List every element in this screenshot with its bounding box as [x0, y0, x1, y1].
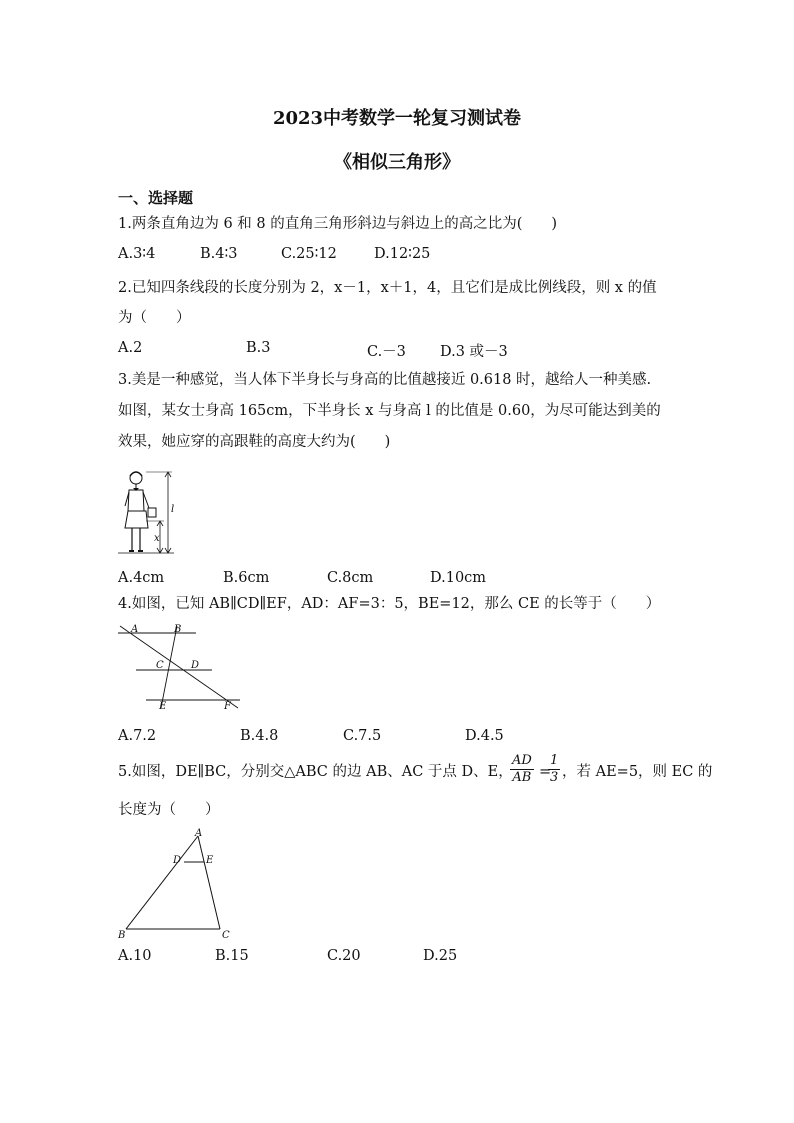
label-f: F [224, 701, 231, 712]
label-c: C [222, 930, 230, 941]
label-c: C [156, 660, 164, 671]
question-1-option-a: A.3∶4 [118, 246, 156, 262]
question-5-text-after: ，若 AE=5，则 EC 的 [562, 764, 713, 780]
question-4-option-d: D.4.5 [465, 728, 504, 744]
label-d: D [191, 660, 200, 671]
label-a: A [131, 624, 139, 635]
question-3-option-b: B.6cm [223, 570, 270, 586]
question-2-option-d: D.3 或－3 [440, 344, 508, 360]
label-l: l [171, 504, 175, 515]
question-4-text: 4.如图，已知 AB∥CD∥EF，AD：AF=3：5，BE=12，那么 CE 的长等于（ ） [118, 596, 661, 612]
question-4-option-b: B.4.8 [240, 728, 279, 744]
question-2-text-line2: 为（ ） [118, 310, 191, 326]
question-1-text: 1.两条直角边为 6 和 8 的直角三角形斜边与斜边上的高之比为( ) [118, 216, 558, 232]
question-1-option-c: C.25∶12 [281, 246, 337, 262]
question-3-option-c: C.8cm [327, 570, 374, 586]
question-2-text-line1: 2.已知四条线段的长度分别为 2，x－1，x＋1，4，且它们是成比例线段，则 x 的值 [118, 280, 657, 296]
question-5-option-a: A.10 [118, 948, 152, 964]
label-b: B [174, 624, 182, 635]
question-4-option-a: A.7.2 [118, 728, 157, 744]
fraction-ad-ab [510, 753, 534, 786]
question-1-option-d: D.12∶25 [374, 246, 431, 262]
question-1-option-b: B.4∶3 [200, 246, 238, 262]
fraction-ad: AD [512, 753, 532, 768]
section-heading: 一、选择题 [118, 189, 194, 207]
question-5-option-c: C.20 [327, 948, 361, 964]
label-a: A [195, 828, 203, 839]
triangle-figure [114, 826, 238, 942]
question-3-text-line2: 如图，某女士身高 165cm，下半身长 x 与身高 l 的比值是 0.60，为尽可能达到美的 [118, 403, 661, 419]
label-e: E [206, 855, 214, 866]
question-4-option-c: C.7.5 [343, 728, 382, 744]
fraction-three: 3 [550, 770, 559, 785]
question-5-option-d: D.25 [423, 948, 458, 964]
fraction-ab: AB [512, 770, 532, 785]
question-3-text-line3: 效果，她应穿的高跟鞋的高度大约为( ) [118, 434, 391, 450]
question-3-text-line1: 3.美是一种感觉，当人体下半身长与身高的比值越接近 0.618 时，越给人一种美感. [118, 372, 652, 388]
parallel-lines-figure [116, 620, 246, 712]
equals-sign: = [539, 764, 552, 780]
label-d: D [173, 855, 182, 866]
question-2-option-b: B.3 [246, 340, 271, 356]
label-e: E [159, 701, 167, 712]
question-2-option-c: C.－3 [367, 344, 406, 360]
question-3-option-d: D.10cm [430, 570, 487, 586]
label-b: B [118, 930, 126, 941]
fraction-one: 1 [550, 753, 559, 768]
exam-subtitle: 《相似三角形》 [334, 152, 460, 173]
question-5-text-line2: 长度为（ ） [118, 802, 220, 818]
question-5-text-before: 5.如图，DE∥BC，分别交△ABC 的边 AB、AC 于点 D、E， [118, 764, 513, 780]
question-3-option-a: A.4cm [118, 570, 165, 586]
fraction-one-third [548, 753, 560, 786]
question-5-option-b: B.15 [215, 948, 249, 964]
label-x: x [154, 533, 160, 544]
woman-figure [116, 466, 180, 556]
question-2-option-a: A.2 [118, 340, 143, 356]
exam-title: 2023中考数学一轮复习测试卷 [272, 108, 522, 129]
